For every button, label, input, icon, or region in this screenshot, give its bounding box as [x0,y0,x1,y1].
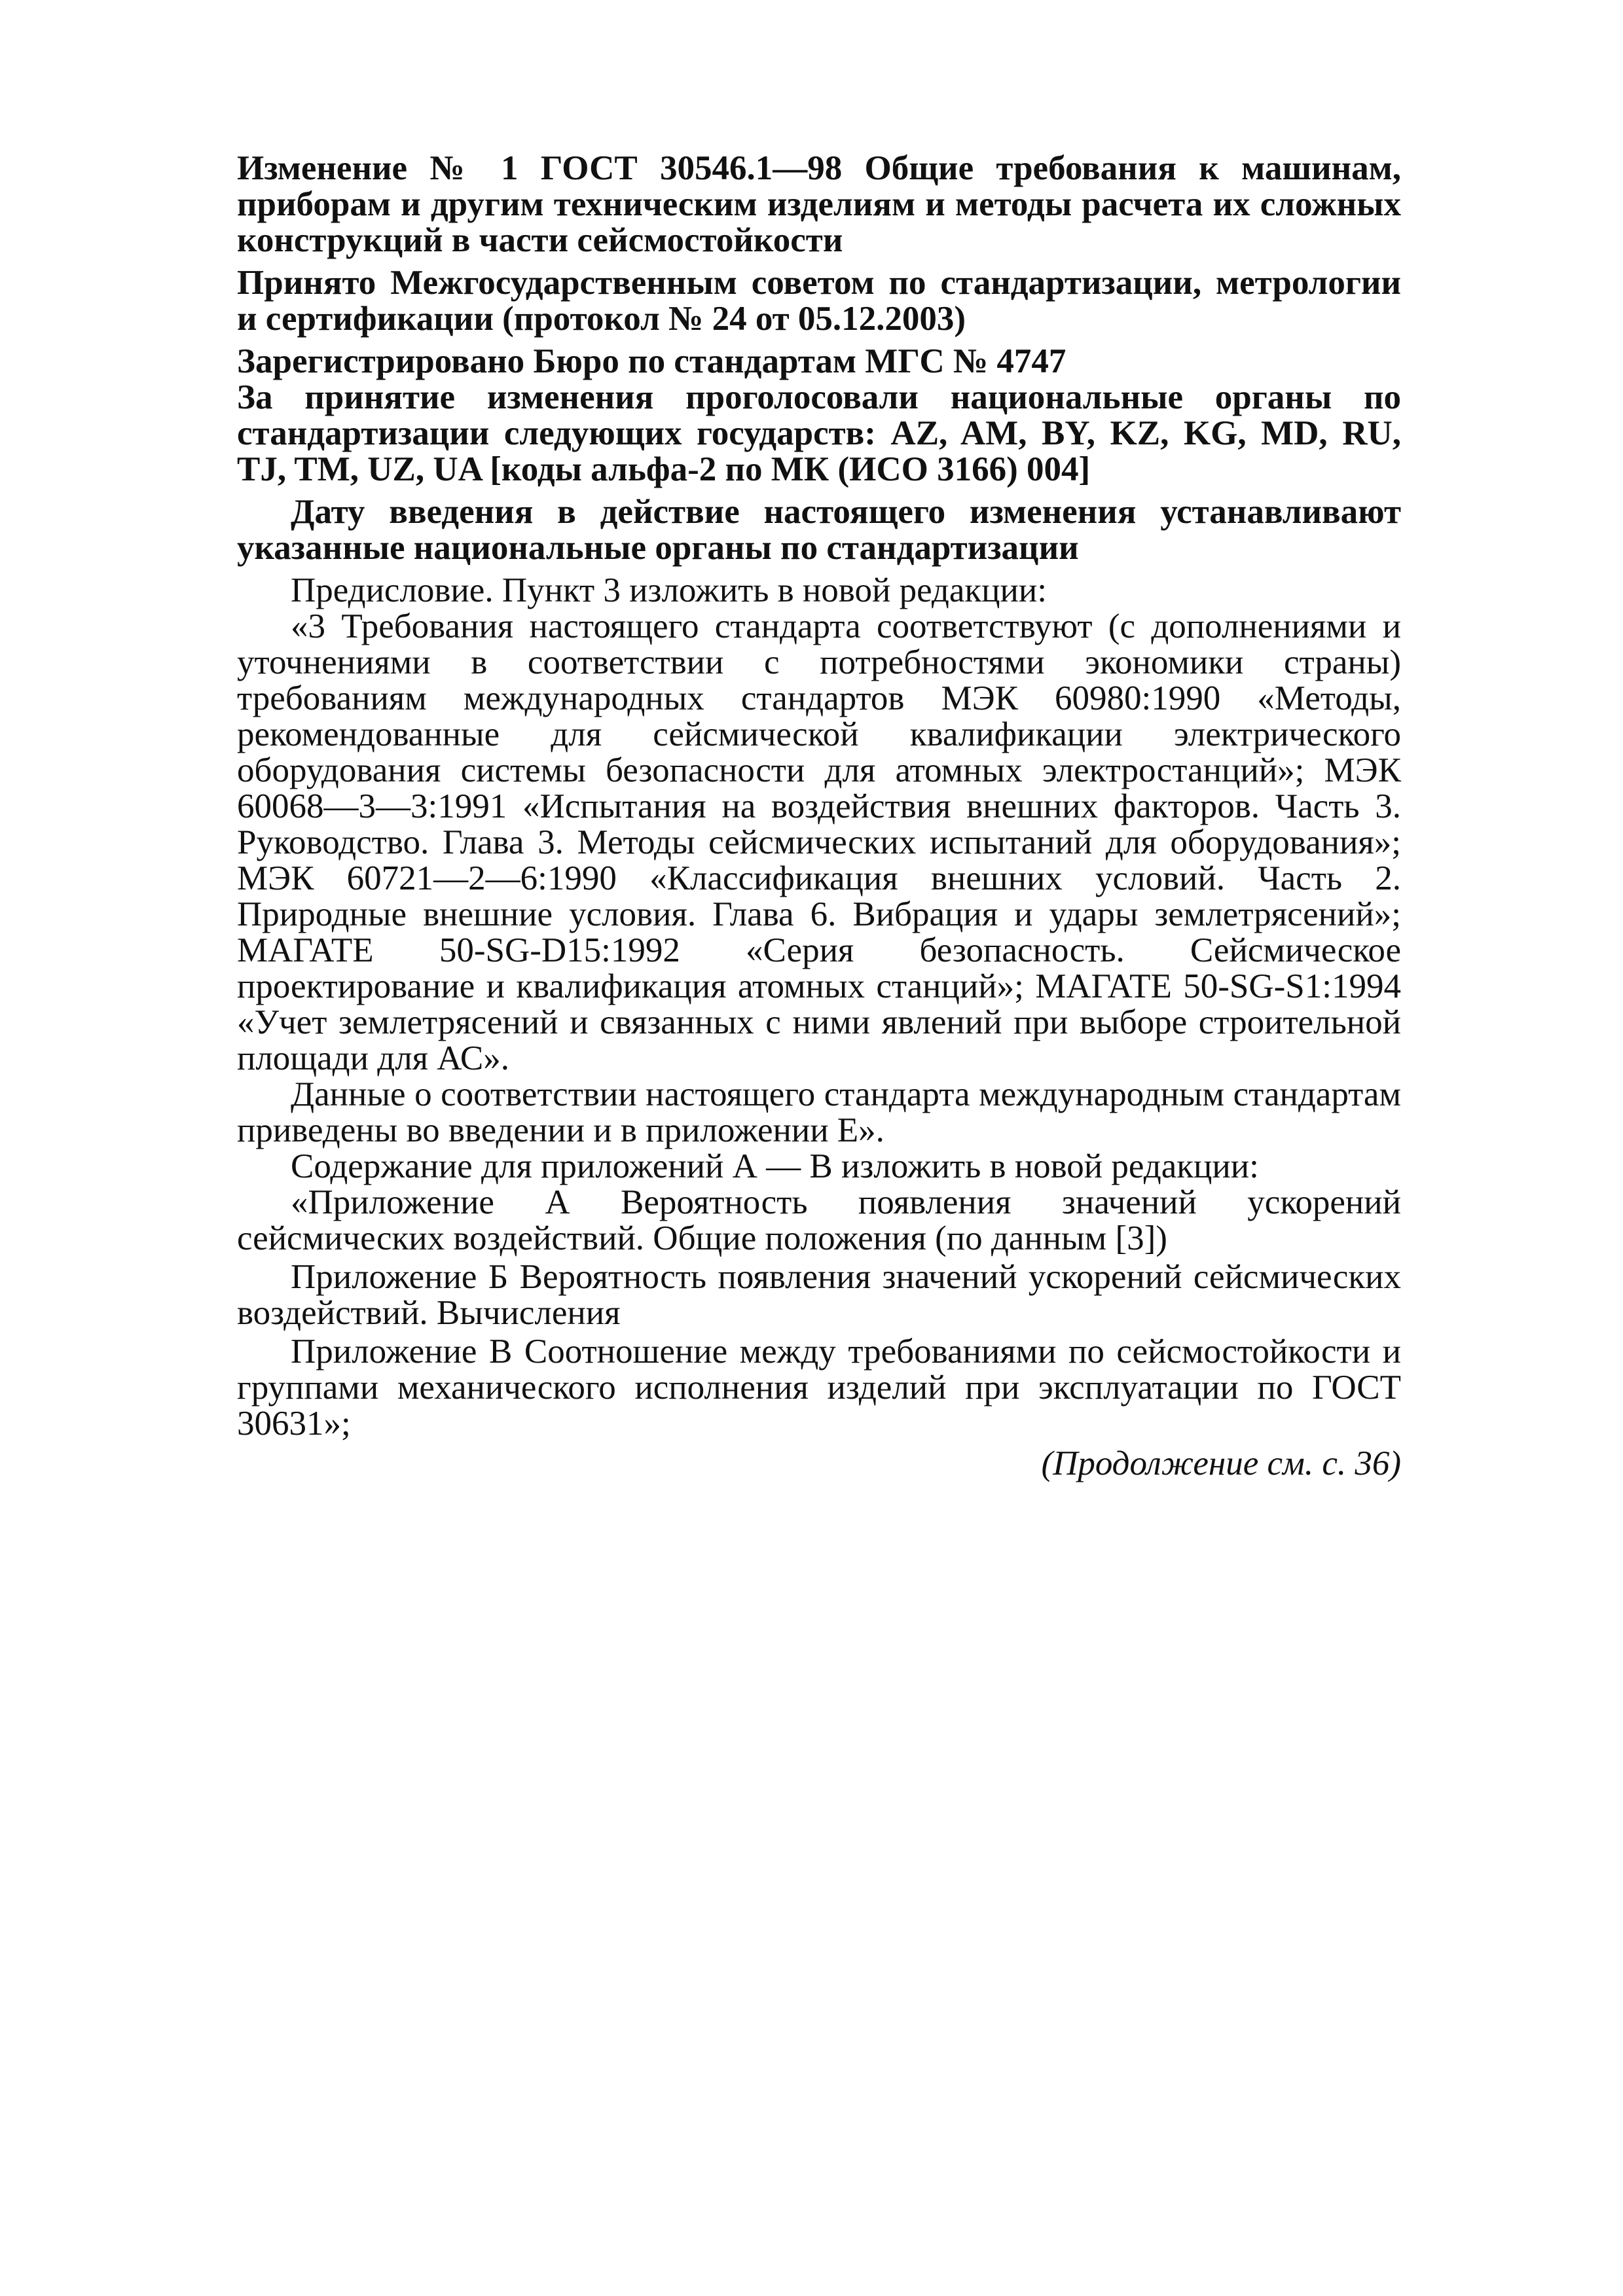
registration-statement: Зарегистрировано Бюро по стандартам МГС № 4747 [237,342,1067,380]
annex-contents-paragraph: Содержание для приложений А — В изложить в новой редакции: [291,1147,1259,1185]
preface-paragraph: Предисловие. Пункт 3 изложить в новой редакции: [291,571,1047,609]
annex-c-paragraph: Приложение В Соотношение между требованиями по сейсмостойкости и группами механического исполнения изделий при эксплуатации по ГОСТ 30631»; [237,1333,1401,1443]
conformity-data-paragraph: Данные о соответствии настоящего стандарта международным стандартам приведены во введении и в приложении Е». [237,1075,1401,1149]
voting-countries-statement: За принятие изменения проголосовали национальные органы по стандартизации следующих государств: AZ, AM, BY, KZ, KG, MD, RU, TJ, TM, UZ, UA [коды альфа-2 по МК (ИСО 3166) 004] [237,378,1401,488]
amendment-title: Изменение № 1 ГОСТ 30546.1—98 Общие требования к машинам, приборам и другим техническим изделиям и методы расчета их сложных конструкций в части сейсмостойкости [237,149,1401,259]
adopted-by-statement: Принято Межгосударственным советом по стандартизации, метрологии и сертификации (протокол № 24 от 05.12.2003) [237,264,1401,338]
effective-date-paragraph: Дату введения в действие настоящего изменения устанавливают указанные национальные органы по стандартизации [237,493,1401,567]
requirements-paragraph: «3 Требования настоящего стандарта соответствуют (с дополнениями и уточнениями в соответствии с потребностями экономики страны) требованиям международных стандартов МЭК 60980:1990 «Методы, рекомендованные для сейсмической квалификации электрического оборудования системы безопасности для атомных электростанций»; МЭК 60068—3—3:1991 «Испытания на воздействия внешних факторов. Часть 3. Руководство. Глава 3. Методы сейсмических испытаний для оборудования»; МЭК 60721—2—6:1990 «Классификация внешних условий. Часть 2. Природные внешние условия. Глава 6. Вибрация и удары землетрясений»; МАГАТЕ 50-SG-D15:1992 «Серия безопасность. Сейсмическое проектирование и квалификация атомных станций»; МАГАТЕ 50-SG-S1:1994 «Учет землетрясений и связанных с ними явлений при выборе строительной площади для АС». [237,607,1401,1077]
continuation-note: (Продолжение см. с. 36) [1041,1444,1401,1482]
document-page [237,151,1401,1482]
annex-b-paragraph: Приложение Б Вероятность появления значений ускорений сейсмических воздействий. Вычисления [237,1258,1401,1332]
annex-a-paragraph: «Приложение А Вероятность появления значений ускорений сейсмических воздействий. Общие положения (по данным [3]) [237,1183,1401,1257]
